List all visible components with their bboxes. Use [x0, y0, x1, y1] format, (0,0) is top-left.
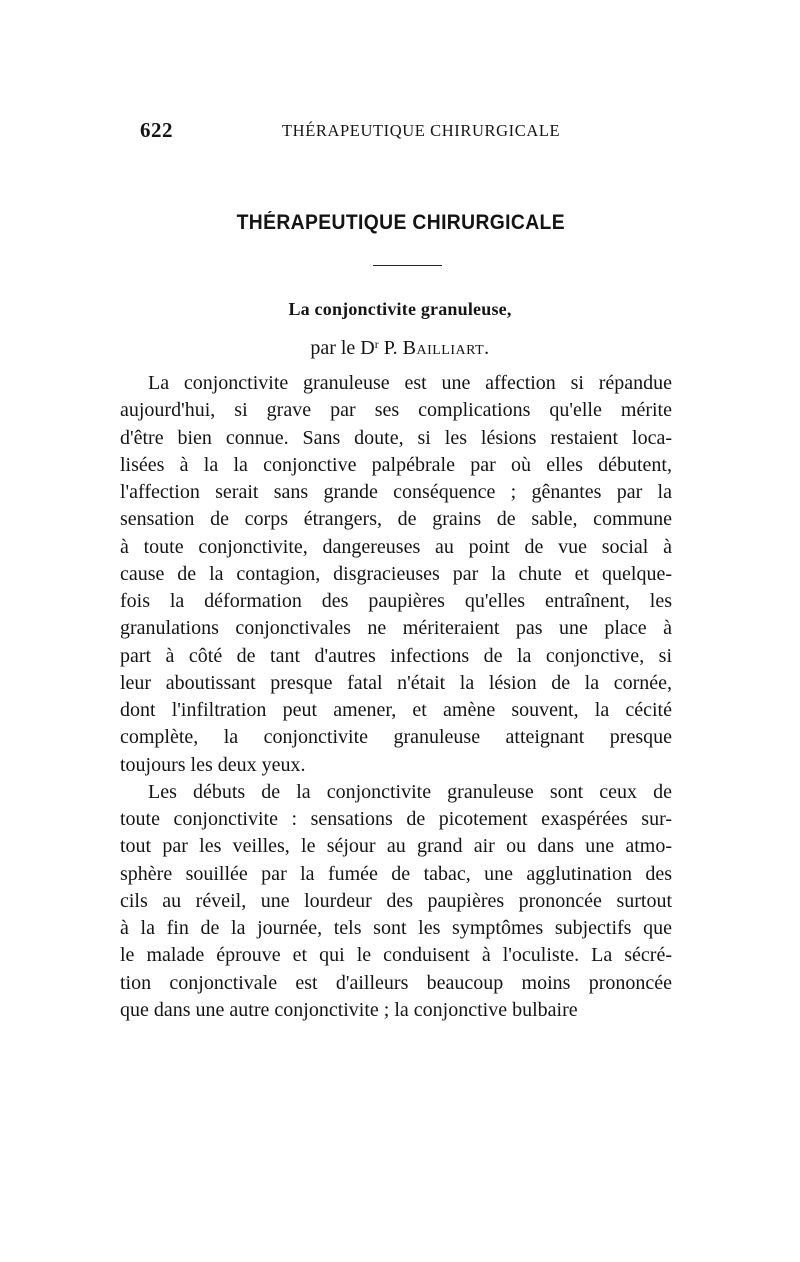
running-title: THÉRAPEUTIQUE CHIRURGICALE: [282, 121, 561, 140]
text-line: d'être bien connue. Sans doute, si les lésions restaient loca-: [120, 426, 672, 449]
text-line: cils au réveil, une lourdeur des paupières prononcée surtout: [120, 889, 672, 912]
byline: [0, 337, 800, 360]
text-line: leur aboutissant presque fatal n'était la lésion de la cornée,: [120, 671, 672, 694]
text-line: toujours les deux yeux.: [120, 753, 306, 776]
running-header: [140, 118, 670, 144]
byline-author-name: Bailliart.: [402, 337, 490, 359]
body-text: [120, 370, 672, 1024]
title-rule-divider: [373, 265, 442, 266]
byline-prefix: par le D: [310, 337, 375, 359]
text-line: cause de la contagion, disgracieuses par la chute et quelque-: [120, 562, 672, 585]
text-line: tout par les veilles, le séjour au grand air ou dans une atmo-: [120, 835, 672, 858]
text-line: aujourd'hui, si grave par ses complications qu'elle mérite: [120, 399, 672, 422]
text-line: à la fin de la journée, tels sont les symptômes subjectifs que: [120, 917, 672, 939]
byline-initial: P.: [378, 337, 403, 359]
text-line: que dans une autre conjonctivite ; la conjonctive bulbaire: [120, 998, 578, 1021]
text-line: tion conjonctivale est d'ailleurs beaucoup moins prononcée: [120, 971, 672, 994]
text-line: sphère souillée par la fumée de tabac, une agglutination des: [120, 862, 672, 885]
text-line: à toute conjonctivite, dangereuses au point de vue social à: [120, 535, 672, 558]
text-line: granulations conjonctivales ne mériteraient pas une place à: [120, 617, 672, 640]
page-number: 622: [140, 118, 173, 142]
paragraph: [120, 779, 672, 1024]
text-line: fois la déformation des paupières qu'elles entraînent, les: [120, 590, 672, 612]
text-line: toute conjonctivite : sensations de picotement exaspérées sur-: [120, 808, 672, 830]
text-line: lisées à la la conjonctive palpébrale par où elles débutent,: [120, 453, 672, 476]
article-title: La conjonctivite granuleuse,: [288, 299, 512, 319]
text-line: part à côté de tant d'autres infections de la conjonctive, si: [120, 644, 672, 667]
byline-superscript: r: [374, 337, 379, 351]
text-line: le malade éprouve et qui le conduisent à l'oculiste. La sécré-: [120, 944, 672, 967]
text-line: dont l'infiltration peut amener, et amène souvent, la cécité: [120, 699, 672, 721]
text-line: La conjonctivite granuleuse est une affection si répandue: [148, 372, 672, 394]
text-line: l'affection serait sans grande conséquence ; gênantes par la: [120, 481, 672, 503]
text-line: sensation de corps étrangers, de grains de sable, commune: [120, 508, 672, 531]
text-line: complète, la conjonctivite granuleuse atteignant presque: [120, 726, 672, 749]
paragraph: [120, 370, 672, 779]
text-line: Les débuts de la conjonctivite granuleuse sont ceux de: [148, 780, 672, 803]
section-title: THÉRAPEUTIQUE CHIRURGICALE: [236, 211, 565, 234]
